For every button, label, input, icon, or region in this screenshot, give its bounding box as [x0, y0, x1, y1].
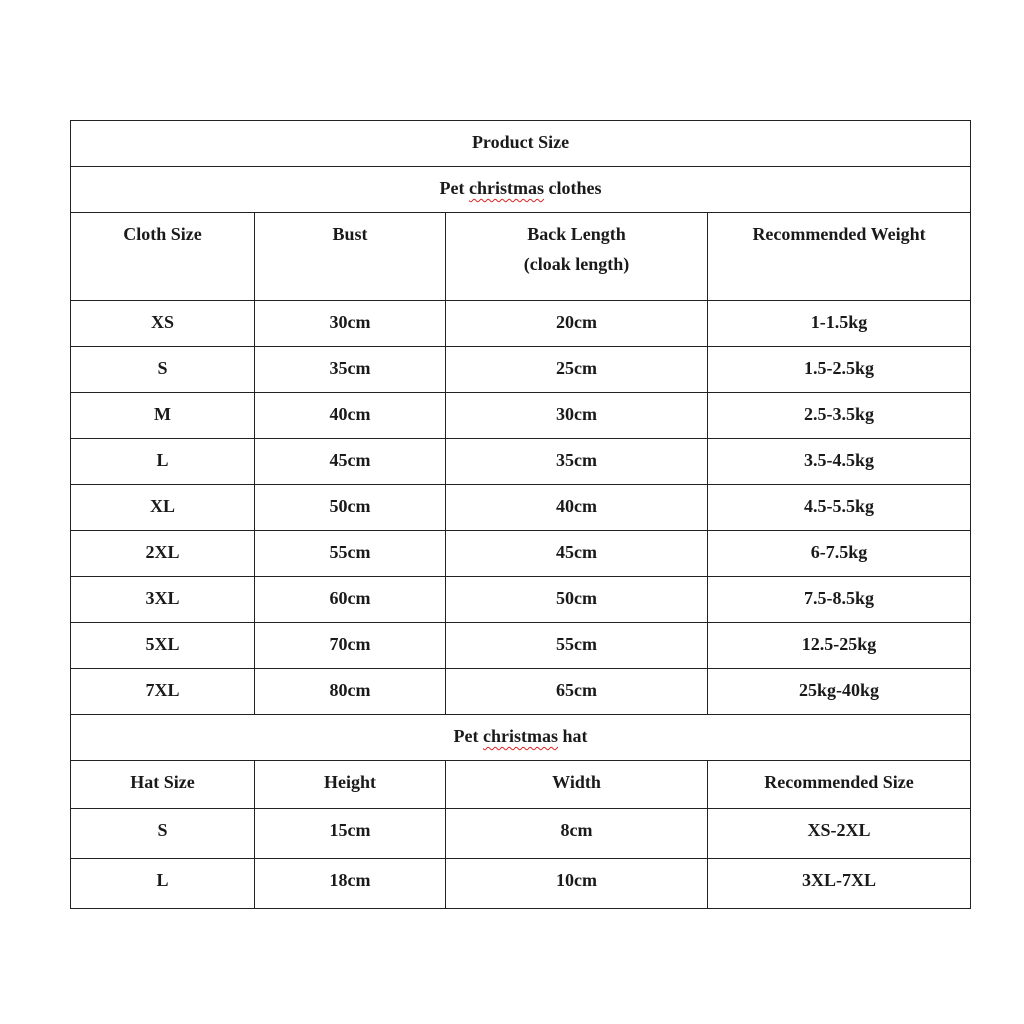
cloth-size-cell: M	[71, 393, 255, 439]
hat-size-cell: L	[71, 859, 255, 909]
header-recommended-weight: Recommended Weight	[708, 213, 971, 301]
back-length-cell: 50cm	[446, 577, 708, 623]
hat-section-word: christmas	[483, 726, 558, 746]
clothes-section-word: christmas	[469, 178, 544, 198]
clothes-section-heading	[71, 167, 971, 213]
hat-size-cell: S	[71, 809, 255, 859]
back-length-cell: 65cm	[446, 669, 708, 715]
bust-cell: 40cm	[255, 393, 446, 439]
table-row	[71, 393, 971, 439]
header-back-length	[446, 213, 708, 301]
table-row	[71, 809, 971, 859]
product-size-table	[70, 120, 971, 909]
bust-cell: 30cm	[255, 301, 446, 347]
back-length-cell: 35cm	[446, 439, 708, 485]
header-height: Height	[255, 761, 446, 809]
table-row	[71, 623, 971, 669]
clothes-section-prefix: Pet	[439, 178, 469, 198]
cloth-size-cell: 7XL	[71, 669, 255, 715]
recommended-size-cell: 3XL-7XL	[708, 859, 971, 909]
bust-cell: 80cm	[255, 669, 446, 715]
header-bust: Bust	[255, 213, 446, 301]
table-row	[71, 859, 971, 909]
table-row	[71, 347, 971, 393]
weight-cell: 1.5-2.5kg	[708, 347, 971, 393]
back-length-cell: 30cm	[446, 393, 708, 439]
bust-cell: 60cm	[255, 577, 446, 623]
bust-cell: 55cm	[255, 531, 446, 577]
table-row	[71, 301, 971, 347]
cloth-size-cell: 3XL	[71, 577, 255, 623]
cloth-size-cell: XL	[71, 485, 255, 531]
back-length-cell: 55cm	[446, 623, 708, 669]
bust-cell: 70cm	[255, 623, 446, 669]
bust-cell: 45cm	[255, 439, 446, 485]
bust-cell: 35cm	[255, 347, 446, 393]
table-row	[71, 485, 971, 531]
weight-cell: 4.5-5.5kg	[708, 485, 971, 531]
weight-cell: 25kg-40kg	[708, 669, 971, 715]
header-cloth-size: Cloth Size	[71, 213, 255, 301]
header-recommended-size: Recommended Size	[708, 761, 971, 809]
hat-section-prefix: Pet	[453, 726, 483, 746]
back-length-cell: 45cm	[446, 531, 708, 577]
weight-cell: 7.5-8.5kg	[708, 577, 971, 623]
weight-cell: 12.5-25kg	[708, 623, 971, 669]
table-row	[71, 531, 971, 577]
table-row	[71, 669, 971, 715]
weight-cell: 1-1.5kg	[708, 301, 971, 347]
height-cell: 15cm	[255, 809, 446, 859]
table-row	[71, 577, 971, 623]
table-row	[71, 439, 971, 485]
weight-cell: 6-7.5kg	[708, 531, 971, 577]
height-cell: 18cm	[255, 859, 446, 909]
cloth-size-cell: XS	[71, 301, 255, 347]
cloth-size-cell: 5XL	[71, 623, 255, 669]
width-cell: 8cm	[446, 809, 708, 859]
header-back-length-label: Back Length	[527, 224, 626, 244]
back-length-cell: 25cm	[446, 347, 708, 393]
table-title: Product Size	[71, 121, 971, 167]
bust-cell: 50cm	[255, 485, 446, 531]
hat-section-heading	[71, 715, 971, 761]
back-length-cell: 40cm	[446, 485, 708, 531]
header-hat-size: Hat Size	[71, 761, 255, 809]
hat-section-suffix: hat	[558, 726, 588, 746]
clothes-section-suffix: clothes	[544, 178, 602, 198]
cloth-size-cell: L	[71, 439, 255, 485]
back-length-cell: 20cm	[446, 301, 708, 347]
recommended-size-cell: XS-2XL	[708, 809, 971, 859]
weight-cell: 3.5-4.5kg	[708, 439, 971, 485]
header-back-length-note: (cloak length)	[523, 254, 630, 274]
width-cell: 10cm	[446, 859, 708, 909]
weight-cell: 2.5-3.5kg	[708, 393, 971, 439]
header-width: Width	[446, 761, 708, 809]
cloth-size-cell: S	[71, 347, 255, 393]
cloth-size-cell: 2XL	[71, 531, 255, 577]
